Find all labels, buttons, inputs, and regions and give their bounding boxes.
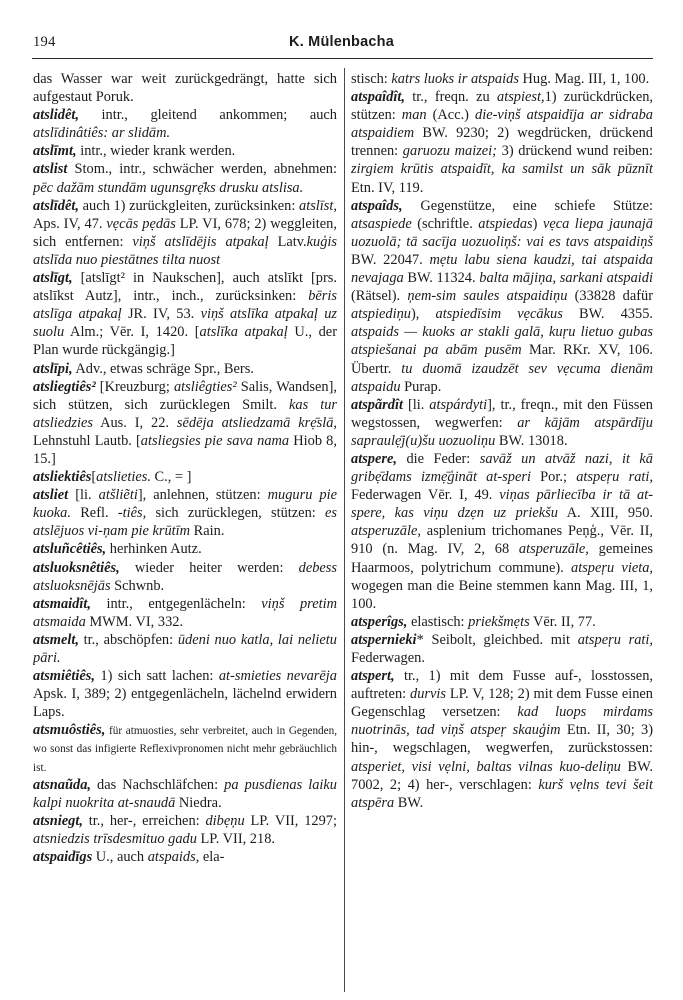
entry-text: Federwagen Vēr. I, 49. bbox=[351, 487, 500, 504]
entry-text: (33828 dafür bbox=[567, 288, 653, 305]
entry-headword: atsmaidît, bbox=[33, 595, 91, 612]
dictionary-entry bbox=[351, 88, 653, 197]
entry-text: 1) zurückdrücken, stützen: bbox=[351, 89, 653, 124]
entry-example: atspiediņu bbox=[351, 306, 411, 323]
entry-text: LP. VII, 218. bbox=[196, 830, 275, 847]
entry-example: atspiedīsim vẹcākus bbox=[435, 306, 563, 323]
dictionary-entry bbox=[33, 631, 337, 667]
entry-text: [li. bbox=[402, 396, 430, 413]
right-column bbox=[351, 70, 653, 992]
entry-text: Schwnb. bbox=[110, 577, 165, 594]
entry-headword: atsperîgs, bbox=[351, 613, 408, 630]
entry-example: tu duomā izaudzēt sev vẹcuma dienām atspaidu bbox=[351, 360, 653, 395]
entry-headword: atslīmt, bbox=[33, 143, 77, 160]
entry-text: LP. VII, 1297; bbox=[244, 812, 337, 829]
page-number: 194 bbox=[33, 34, 56, 50]
entry-example: die-viņš atspaidīja ar sidraba atspaidiem bbox=[351, 107, 653, 142]
entry-example: atsperuzāle, bbox=[351, 523, 421, 540]
entry-example: es atslējuos vi-ņam pie krūtīm bbox=[33, 505, 337, 540]
entry-text: Aps. IV, 47. bbox=[33, 215, 107, 232]
entry-text: die Feder: bbox=[396, 450, 480, 467]
entry-example: ņem-sim saules atspaidiņu bbox=[407, 288, 568, 305]
dictionary-entry bbox=[33, 142, 337, 160]
entry-text: Refl. bbox=[70, 505, 118, 522]
entry-text: ), bbox=[410, 306, 436, 323]
entry-text: Apsk. I, 389; 2) entgegenlächeln, lächelnd erwidern Laps. bbox=[33, 686, 337, 721]
entry-text: tr., 1) mit dem Fusse auf-, losstossen, auftreten: bbox=[351, 668, 653, 703]
entry-text: tr., her-, erreichen: bbox=[82, 812, 206, 829]
header-rule bbox=[32, 58, 653, 59]
entry-text: (Acc.) bbox=[426, 107, 476, 124]
entry-text: wieder heiter werden: bbox=[119, 559, 299, 576]
entry-text: Adv., etwas schräge Spr., Bers. bbox=[72, 360, 254, 377]
entry-text: Etn. IV, 119. bbox=[351, 179, 424, 196]
dictionary-entry bbox=[351, 667, 653, 812]
entry-example: kad luops mirdams nuotrinās, tad viņš atspeŗ skauģim bbox=[351, 704, 653, 739]
dictionary-entry bbox=[33, 160, 337, 196]
dictionary-entry bbox=[33, 812, 337, 848]
entry-text: tr., abschöpfen: bbox=[78, 631, 178, 648]
dictionary-entry bbox=[33, 595, 337, 631]
entry-headword: atspaidīgs bbox=[33, 849, 93, 866]
running-title: K. Mülenbacha bbox=[289, 34, 394, 50]
dictionary-entry bbox=[33, 559, 337, 595]
entry-example: priekšmẹts bbox=[468, 613, 530, 630]
entry-headword: atsliegtiês² bbox=[33, 378, 96, 395]
entry-example: garuozu maizei; bbox=[402, 143, 497, 160]
entry-text: Gegenstütze, eine schiefe Stütze: bbox=[402, 197, 653, 214]
entry-text: ], tr., freqn., mit den Füssen wegstossen, wegwerfen: bbox=[351, 396, 653, 431]
dictionary-entry bbox=[33, 269, 337, 359]
entry-text: elastisch: bbox=[407, 613, 469, 630]
entry-text: Hiob 8, 15.] bbox=[33, 432, 337, 467]
entry-example: atslieties. bbox=[96, 469, 151, 486]
entry-example: at-smieties nevarēja bbox=[218, 668, 337, 685]
entry-headword: atspaîds, bbox=[351, 197, 403, 214]
dictionary-entry bbox=[351, 631, 653, 667]
entry-example: debess atsluoksnējās bbox=[33, 559, 337, 594]
entry-example: atspaids, bbox=[147, 849, 200, 866]
entry-text: BW. 11324. bbox=[403, 270, 480, 287]
entry-example: durvis bbox=[410, 686, 446, 703]
entry-text: Por.; bbox=[530, 469, 577, 486]
entry-text: Purap. bbox=[400, 378, 442, 395]
entry-text: * Seibolt, gleichbed. mit bbox=[416, 631, 578, 648]
entry-example: bēris atslīga atpakaļ bbox=[33, 288, 337, 323]
entry-text: asplenium trichomanes Peņģ., Vēr. II, 910 (n. Mag. IV, 2, 68 bbox=[351, 523, 653, 558]
entry-example: ūdeni nuo katla, lai nelietu pāri. bbox=[33, 631, 337, 666]
entry-example: atspeŗu rati, bbox=[576, 469, 653, 486]
entry-text: Stom., intr., schwächer werden, abnehmen: bbox=[67, 161, 337, 178]
entry-headword: atsmuôstiês, bbox=[33, 722, 106, 739]
entry-text: A. XIII, 950. bbox=[557, 505, 653, 522]
dictionary-entry bbox=[33, 70, 337, 106]
entry-example: kurš vẹlns tevi šeit atspēra bbox=[351, 776, 653, 811]
entry-text: intr., gleitend ankommen; auch bbox=[78, 107, 337, 124]
entry-example: atsliêgties² bbox=[173, 378, 237, 395]
entry-headword: atsluñcêtiês, bbox=[33, 541, 107, 558]
entry-text: C., = bbox=[150, 469, 187, 486]
entry-text: LP. VI, 678; 2) weggleiten, sich entfernen: bbox=[33, 215, 337, 250]
entry-example: dibẹņu bbox=[205, 812, 245, 829]
entry-text: BW. 4355. bbox=[562, 306, 653, 323]
entry-headword: atsniegt, bbox=[33, 812, 83, 829]
entry-text: BW. 7002, 2; 4) her-, verschlagen: bbox=[351, 758, 653, 793]
entry-text: (schriftle. bbox=[411, 215, 479, 232]
dictionary-entry bbox=[33, 776, 337, 812]
entry-text: Etn. II, 30; 3) hin-, wegschlagen, wegwerfen, zurückstossen: bbox=[351, 722, 653, 757]
entry-text: JR. IV, 53. bbox=[121, 306, 201, 323]
entry-text: MWM. VI, 332. bbox=[85, 613, 184, 630]
entry-example: kas tur atsliedzies bbox=[33, 396, 337, 431]
entry-example: ar kājām atspārdīju sapraulẹ̄j(u)šu uozuoliņu bbox=[351, 414, 653, 449]
entry-example: atsaspiede bbox=[351, 215, 412, 232]
entry-text: intr., entgegenlächeln: bbox=[90, 595, 262, 612]
entry-headword: atspernieki bbox=[351, 631, 417, 648]
entry-text: (Rätsel). bbox=[351, 288, 408, 305]
entry-text: Rain. bbox=[190, 523, 225, 540]
entry-text: gemeines Haarmoos, polytrichum commune). bbox=[351, 541, 653, 576]
entry-text: [atslīgt² in Naukschen], auch atslīkt [prs. atslīkst Autz], intr., inch., zurücksinken: bbox=[33, 270, 337, 305]
entry-headword: atslīpi, bbox=[33, 360, 73, 377]
entry-headword: atsluoksnêtiês, bbox=[33, 559, 120, 576]
dictionary-entry bbox=[33, 106, 337, 142]
entry-example: atslīdinâtiês: ar slidām. bbox=[33, 125, 171, 142]
entry-headword: atslidêt, bbox=[33, 107, 79, 124]
entry-text: Federwagen. bbox=[351, 650, 425, 666]
entry-text: auch bbox=[78, 197, 114, 214]
entry-headword: atsliet bbox=[33, 487, 69, 504]
entry-example: savāž un atvāž nazi, it kā gribẹ̄dams izmẹ̄ģināt at-speri bbox=[351, 450, 653, 486]
dictionary-entry bbox=[351, 450, 653, 613]
entry-example: atspiedas bbox=[478, 215, 533, 232]
entry-example: atslīka atpakaļ bbox=[199, 324, 288, 341]
entry-text: 1) zurückgleiten, zurücksinken: bbox=[113, 197, 299, 214]
entry-text: Lehnstuhl Lautb. [ bbox=[33, 432, 141, 449]
entry-headword: atsmiêtiês, bbox=[33, 668, 95, 685]
entry-example: balta mājiņa, sarkani atspaidi bbox=[479, 270, 653, 287]
entry-headword: atspaîdît, bbox=[351, 89, 405, 106]
dictionary-entry bbox=[33, 721, 337, 775]
entry-example: viņš atslīka atpakaļ uz suolu bbox=[33, 306, 337, 341]
entry-text: wogegen man die Beine stemmen kann Mag. III, 1, 100. bbox=[351, 577, 653, 612]
entry-example: kuģis atslīda nuo piestātnes tilta nuost bbox=[33, 233, 337, 268]
entry-headword: atslist bbox=[33, 161, 68, 178]
dictionary-entry bbox=[351, 70, 653, 88]
entry-text: Mar. RKr. XV, 106. Übertr. bbox=[351, 342, 653, 377]
entry-text: stisch: bbox=[351, 71, 392, 87]
entry-example: muguru pie kuoka. bbox=[33, 487, 337, 522]
entry-text: BW. 22047. bbox=[351, 251, 430, 268]
entry-example: atspaids — kuoks ar stakli galā, kuŗu lietuo gubas atspiešanai pa abām pusēm bbox=[351, 324, 653, 359]
entry-example: atšliẽti bbox=[98, 487, 138, 504]
entry-text: 1) sich satt lachen: bbox=[94, 668, 219, 685]
entry-example: atsperiet, visi vẹlni, baltas vilnas kuo-deliņu bbox=[351, 758, 621, 775]
entry-text: U., der Plan wurde rückgängig.] bbox=[33, 324, 337, 359]
entry-text: Aus. I, 22. bbox=[92, 414, 177, 431]
entry-text: ) bbox=[532, 215, 543, 232]
dictionary-entry bbox=[33, 848, 337, 866]
entry-text: Salis, Wandsen], sich stützen, sich zurücklegen Smilt. bbox=[33, 378, 337, 413]
entry-example: vẹcās pẹdās bbox=[106, 215, 176, 232]
entry-example: katrs luoks ir atspaids bbox=[391, 71, 519, 87]
left-column bbox=[33, 70, 337, 992]
entry-text: Vēr. II, 77. bbox=[529, 613, 596, 630]
entry-headword: atspãrdît bbox=[351, 396, 403, 413]
entry-example: atsniedzis trīsdesmituo gadu bbox=[33, 830, 197, 847]
entry-example: viņš atslīdējis atpakaļ bbox=[132, 233, 269, 250]
entry-headword: atsnaũda, bbox=[33, 776, 91, 793]
entry-text: Latv. bbox=[268, 233, 307, 250]
entry-example: zirgiem krūtis atspaidīt, ka samilst un sāk pūznīt bbox=[351, 161, 653, 178]
entry-example: atspiest, bbox=[497, 89, 545, 106]
entry-text: [ bbox=[91, 469, 97, 486]
entry-text: tr., freqn. zu bbox=[404, 89, 498, 106]
entry-headword: atslīdêt, bbox=[33, 197, 79, 214]
dictionary-entry bbox=[351, 197, 653, 396]
entry-example: pēc dažām stundām ugunsgrẹ̄ks drusku atslisa. bbox=[33, 179, 304, 196]
entry-text: Hug. Mag. III, 1, 100. bbox=[518, 71, 650, 87]
entry-text: BW. 9230; 2) wegdrücken, drückend trennen: bbox=[351, 125, 653, 160]
entry-example: mẹtu labu siena kaudzi, tai atspaida nevajaga bbox=[351, 251, 653, 287]
entry-headword: atspert, bbox=[351, 668, 395, 685]
entry-text: U., auch bbox=[92, 849, 148, 866]
entry-headword: atsliektiês bbox=[33, 469, 92, 486]
entry-example: pa pusdienas laiku kalpi nuokrita at-snaudā bbox=[33, 776, 337, 811]
entry-example: atspárdyti bbox=[429, 396, 488, 413]
dictionary-entry bbox=[351, 613, 653, 631]
entry-text: ], anlehnen, stützen: bbox=[137, 487, 268, 504]
entry-example: sēdēja atsliedzamā krẹ̄slā, bbox=[176, 414, 337, 431]
entry-headword: atslīgt, bbox=[33, 270, 73, 287]
entry-headword: atsmelt, bbox=[33, 631, 79, 648]
entry-text: Alm.; Vēr. I, 1420. [ bbox=[64, 324, 200, 341]
entry-text: 3) drückend wund reiben: bbox=[496, 143, 653, 160]
dictionary-entry bbox=[33, 540, 337, 558]
entry-example: viņš pretim atsmaida bbox=[33, 595, 337, 630]
entry-text: das Nachschläfchen: bbox=[90, 776, 225, 793]
entry-text: intr., wieder krank werden. bbox=[76, 143, 236, 160]
entry-example: -tiês, bbox=[117, 505, 147, 522]
dictionary-entry bbox=[33, 468, 337, 486]
dictionary-entry bbox=[33, 378, 337, 468]
entry-text: BW. 13018. bbox=[495, 432, 568, 449]
entry-headword: atspere, bbox=[351, 450, 397, 467]
entry-example: atspeŗu vieta, bbox=[571, 559, 653, 576]
entry-text: sich zurücklegen, stützen: bbox=[146, 505, 326, 522]
dictionary-entry bbox=[33, 667, 337, 721]
entry-text: LP. V, 128; 2) mit dem Fusse einen Gegenschlag versetzen: bbox=[351, 686, 653, 721]
entry-example: vẹca liepa jaunajā uozuolā; tā sacīja uozuoliņš: vai es tavs atspaidiņš bbox=[351, 215, 653, 250]
column-divider bbox=[344, 68, 345, 992]
dictionary-entry bbox=[351, 396, 653, 450]
entry-text: das Wasser war weit zurückgedrängt, hatte sich aufgestaut Poruk. bbox=[33, 71, 337, 106]
entry-example: viņas pārliecība ir tā at-spere, kas viņu dzẹn uz priekšu bbox=[351, 487, 653, 522]
entry-text: [li. bbox=[68, 487, 99, 504]
dictionary-entry bbox=[33, 197, 337, 269]
entry-text: BW. bbox=[394, 794, 424, 811]
entry-example: atslīst, bbox=[299, 197, 337, 214]
dictionary-entry bbox=[33, 486, 337, 540]
entry-text: ] bbox=[186, 469, 192, 486]
entry-note: für atmuosties, sehr verbreitet, auch in Gegenden, wo sonst das infigierte Reflexivpronomen nicht mehr gebräuchlich ist. bbox=[33, 725, 337, 774]
entry-text: [Kreuzburg; bbox=[95, 378, 174, 395]
entry-example: atsperuzāle, bbox=[518, 541, 589, 558]
entry-text: herhinken Autz. bbox=[106, 541, 202, 558]
entry-example: man bbox=[401, 107, 427, 124]
entry-example: atspeŗu rati, bbox=[577, 631, 653, 648]
dictionary-entry bbox=[33, 360, 337, 378]
entry-text: Niedra. bbox=[175, 794, 222, 811]
entry-example: atsliegsies pie sava nama bbox=[140, 432, 290, 449]
entry-text: ela- bbox=[199, 849, 225, 866]
